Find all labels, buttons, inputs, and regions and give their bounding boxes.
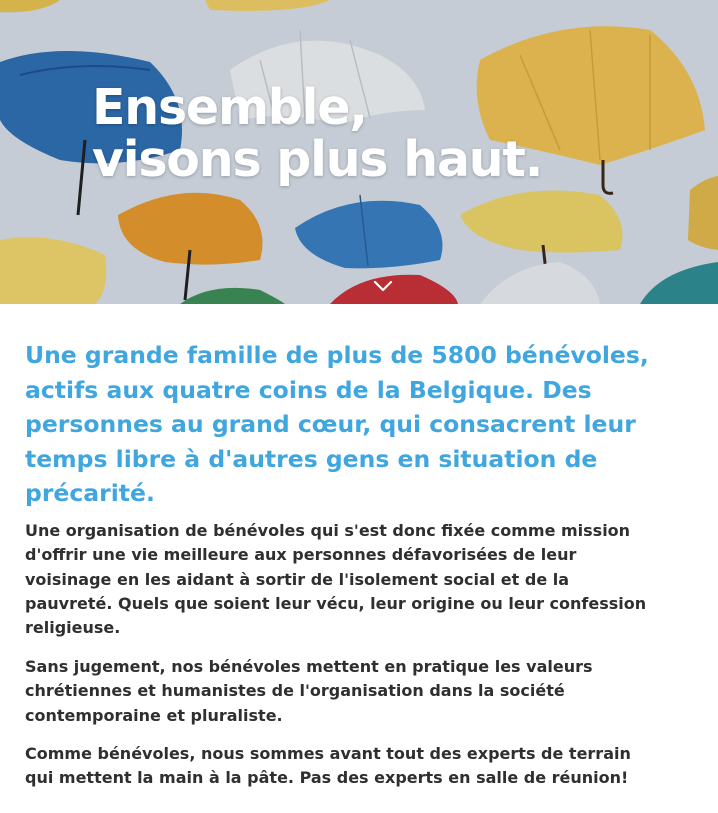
hero-title	[92, 79, 543, 188]
hero-title-line: visons plus haut.	[92, 131, 543, 188]
paragraph-line: qui mettent la main à la pâte. Pas des experts en salle de réunion!	[25, 768, 629, 788]
paragraph-line: religieuse.	[25, 618, 121, 638]
paragraph-line: Une organisation de bénévoles qui s'est donc fixée comme mission	[25, 521, 631, 540]
lead-line: temps libre à d'autres gens en situation de	[25, 444, 598, 473]
paragraph-line: d'offrir une vie meilleure aux personnes défavorisées de leur	[25, 545, 577, 565]
lead-line: personnes au grand cœur, qui consacrent leur	[25, 410, 636, 438]
lead-line: actifs aux quatre coins de la Belgique. Des	[25, 375, 592, 404]
paragraph-line: chrétiennes et humanistes de l'organisation dans la société	[25, 681, 565, 701]
paragraph-line: Comme bénévoles, nous sommes avant tout des experts de terrain	[25, 744, 631, 763]
paragraph-line: pauvreté. Quels que soient leur vécu, leur origine ou leur confession	[25, 593, 647, 613]
lead-line: précarité.	[25, 479, 155, 507]
lead-line: Une grande famille de plus de 5800 bénévoles,	[25, 341, 649, 369]
values-paragraph	[25, 655, 715, 728]
hero-title-line: Ensemble,	[92, 79, 367, 136]
mission-paragraph	[25, 519, 715, 640]
experts-paragraph	[25, 742, 715, 791]
hero-banner	[0, 0, 718, 304]
chevron-down-icon[interactable]	[373, 279, 393, 293]
intro-lead-text	[25, 338, 705, 511]
paragraph-line: Sans jugement, nos bénévoles mettent en pratique les valeurs	[25, 657, 593, 676]
paragraph-line: contemporaine et pluraliste.	[25, 705, 283, 725]
paragraph-line: voisinage en les aidant à sortir de l'isolement social et de la	[25, 569, 570, 589]
